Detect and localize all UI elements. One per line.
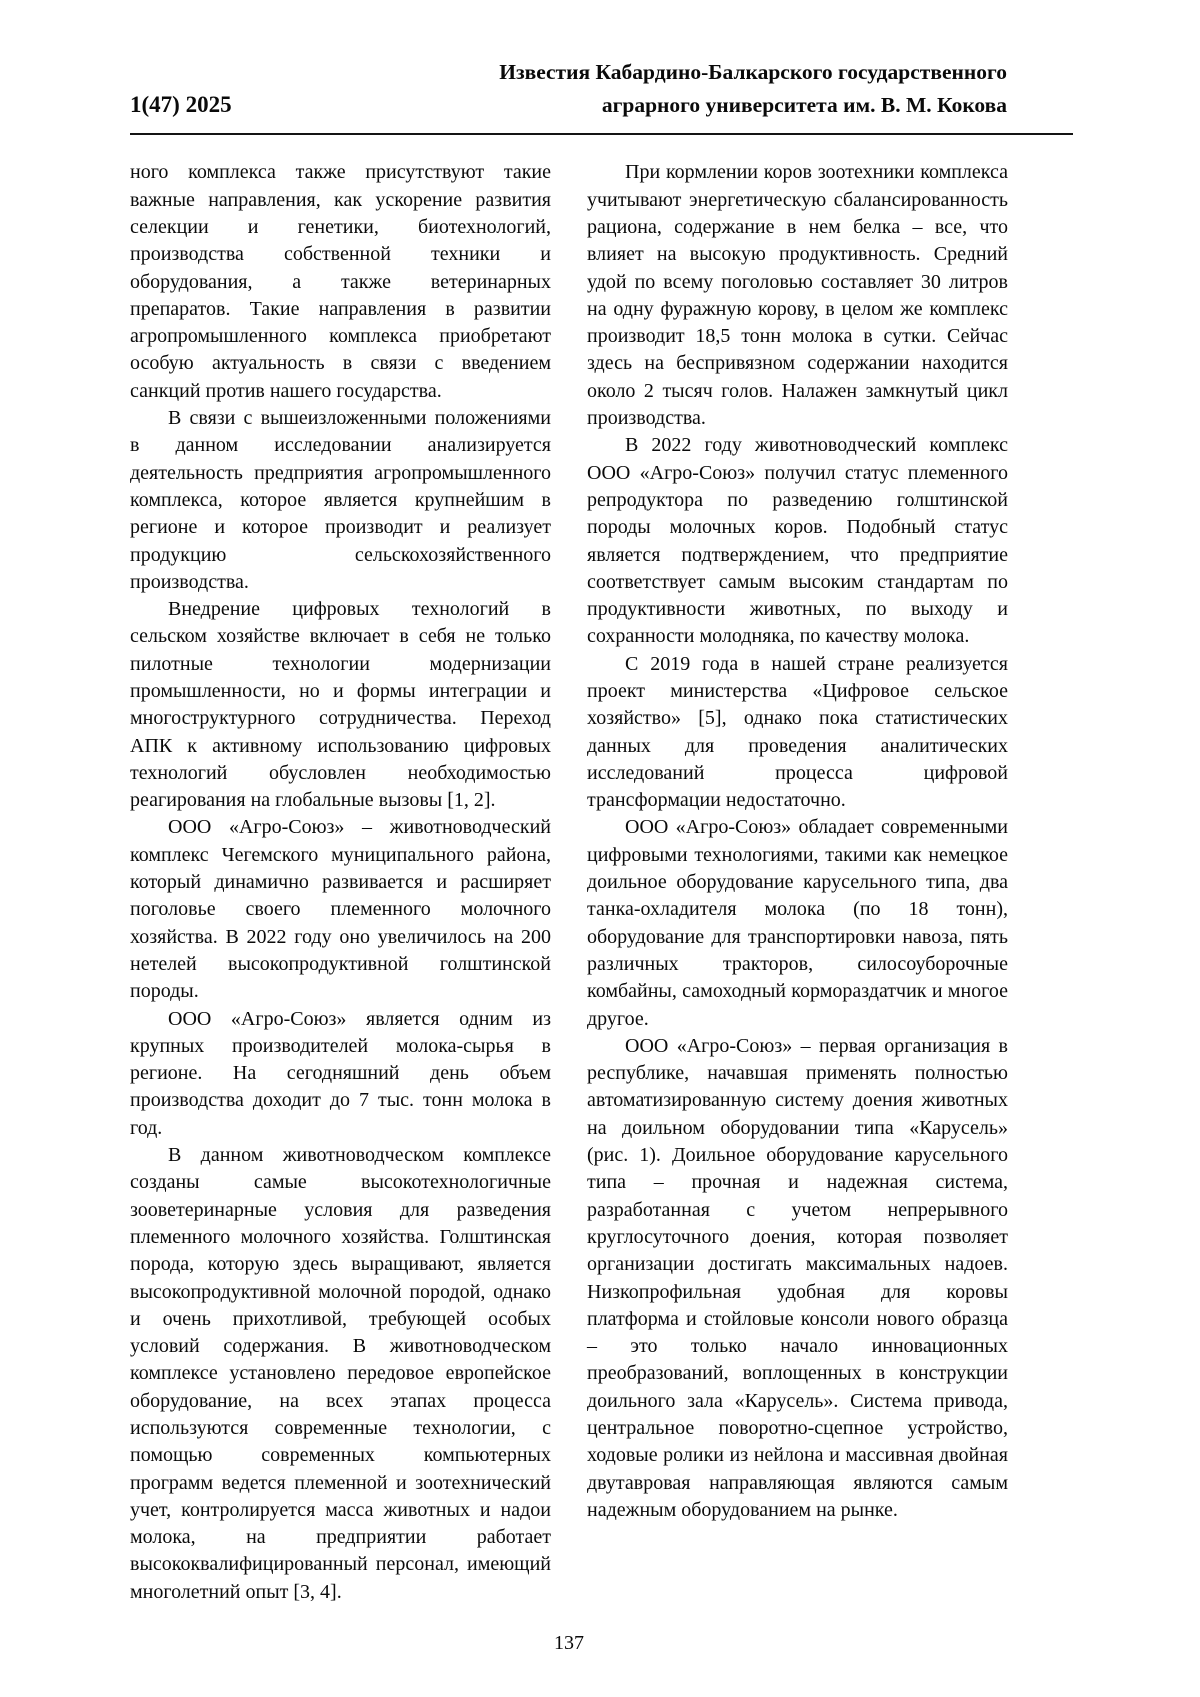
paragraph: ного комплекса также присутствуют такие важные направления, как ускорение развития селекции и генетики, биотехнологий, производства собственной техники и оборудования, а также ветеринарных препаратов. Такие направления в развитии агропромышленного комплекса приобретают особую актуальность в связи с введением санкций против нашего государства. <box>130 161 551 402</box>
paragraph: В данном животноводческом комплексе созданы самые высокотехнологичные зооветеринарные условия для разведения племенного молочного хозяйства. Голштинская порода, которую здесь выращивают, является высокопродуктивной молочной породой, однако и очень прихотливой, требующей особых условий содержания. В животноводческом комплексе установлено передовое европейское оборудование, на всех этапах процесса используются современные технологии, с помощью современных компьютерных программ ведется племенной и зоотехнический учет, контролируется масса животных и надои молока, на предприятии работает высококвалифицированный персонал, имеющий многолетний опыт [3, 4]. <box>130 1144 551 1603</box>
article-body <box>130 159 1008 1606</box>
paragraph: ООО «Агро-Союз» – первая организация в республике, начавшая применять полностью автоматизированную систему доения животных на доильном оборудовании типа «Карусель» (рис. 1). Доильное оборудование карусельного типа – прочная и надежная система, разработанная с учетом непрерывного круглосуточного доения, которая позволяет организации достигать максимальных надоев. Низкопрофильная удобная для коровы платформа и стойловые консоли нового образца – это только начало инновационных преобразований, воплощенных в конструкции доильного зала «Карусель». Система привода, центральное поворотно-сцепное устройство, ходовые ролики из нейлона и массивная двойная двутавровая направляющая являются самым надежным оборудованием на рынке. <box>587 1034 1008 1521</box>
issue-number: 1(47) 2025 <box>130 92 232 118</box>
paragraph: Внедрение цифровых технологий в сельском хозяйстве включает в себя не только пилотные технологии модернизации промышленности, но и формы интеграции и многоструктурного сотрудничества. Переход АПК к активному использованию цифровых технологий обусловлен необходимостью реагирования на глобальные вызовы [1, 2]. <box>130 598 551 812</box>
header-rule <box>130 133 1073 135</box>
paragraph: ООО «Агро-Союз» – животноводческий комплекс Чегемского муниципального района, который динамично развивается и расширяет поголовье своего племенного молочного хозяйства. В 2022 году оно увеличилось на 200 нетелей высокопродуктивной голштинской породы. <box>130 816 551 1003</box>
page-number: 137 <box>554 1632 584 1655</box>
paragraph: При кормлении коров зоотехники комплекса учитывают энергетическую сбалансированность рациона, содержание в нем белка – все, что влияет на высокую продуктивность. Средний удой по всему поголовью составляет 30 литров на одну фуражную корову, в целом же комплекс производит 18,5 тонн молока в сутки. Сейчас здесь на беспривязном содержании находится около 2 тысяч голов. Налажен замкнутый цикл производства. <box>587 161 1008 430</box>
paragraph: В связи с вышеизложенными положениями в данном исследовании анализируется деятельность предприятия агропромышленного комплекса, которое является крупнейшим в регионе и которое производит и реализует продукцию сельскохозяйственного производства. <box>130 407 551 593</box>
page-footer <box>130 1632 1008 1655</box>
journal-title <box>499 56 1073 121</box>
right-column <box>587 159 1008 1606</box>
paragraph: В 2022 году животноводческий комплекс ООО «Агро-Союз» получил статус племенного репродуктора по разведению голштинской породы молочных коров. Подобный статус является подтверждением, что предприятие соответствует самым высоким стандартам по продуктивности животных, по выходу и сохранности молодняка, по качеству молока. <box>587 434 1008 648</box>
paragraph: С 2019 года в нашей стране реализуется проект министерства «Цифровое сельское хозяйство» [5], однако пока статистических данных для проведения аналитических исследований процесса цифровой трансформации недостаточно. <box>587 652 1008 812</box>
page-header <box>130 56 1073 121</box>
journal-title-line2: аграрного университета им. В. М. Кокова <box>601 92 1007 117</box>
journal-title-line1: Известия Кабардино-Балкарского государственного <box>499 60 1007 84</box>
left-column <box>130 159 551 1606</box>
paragraph: ООО «Агро-Союз» является одним из крупных производителей молока-сырья в регионе. На сегодняшний день объем производства доходит до 7 тыс. тонн молока в год. <box>130 1007 551 1139</box>
paragraph: ООО «Агро-Союз» обладает современными цифровыми технологиями, такими как немецкое доильное оборудование карусельного типа, два танка-охладителя молока (по 18 тонн), оборудование для транспортировки навоза, пять различных тракторов, силосоуборочные комбайны, самоходный кормораздатчик и многое другое. <box>587 816 1008 1030</box>
